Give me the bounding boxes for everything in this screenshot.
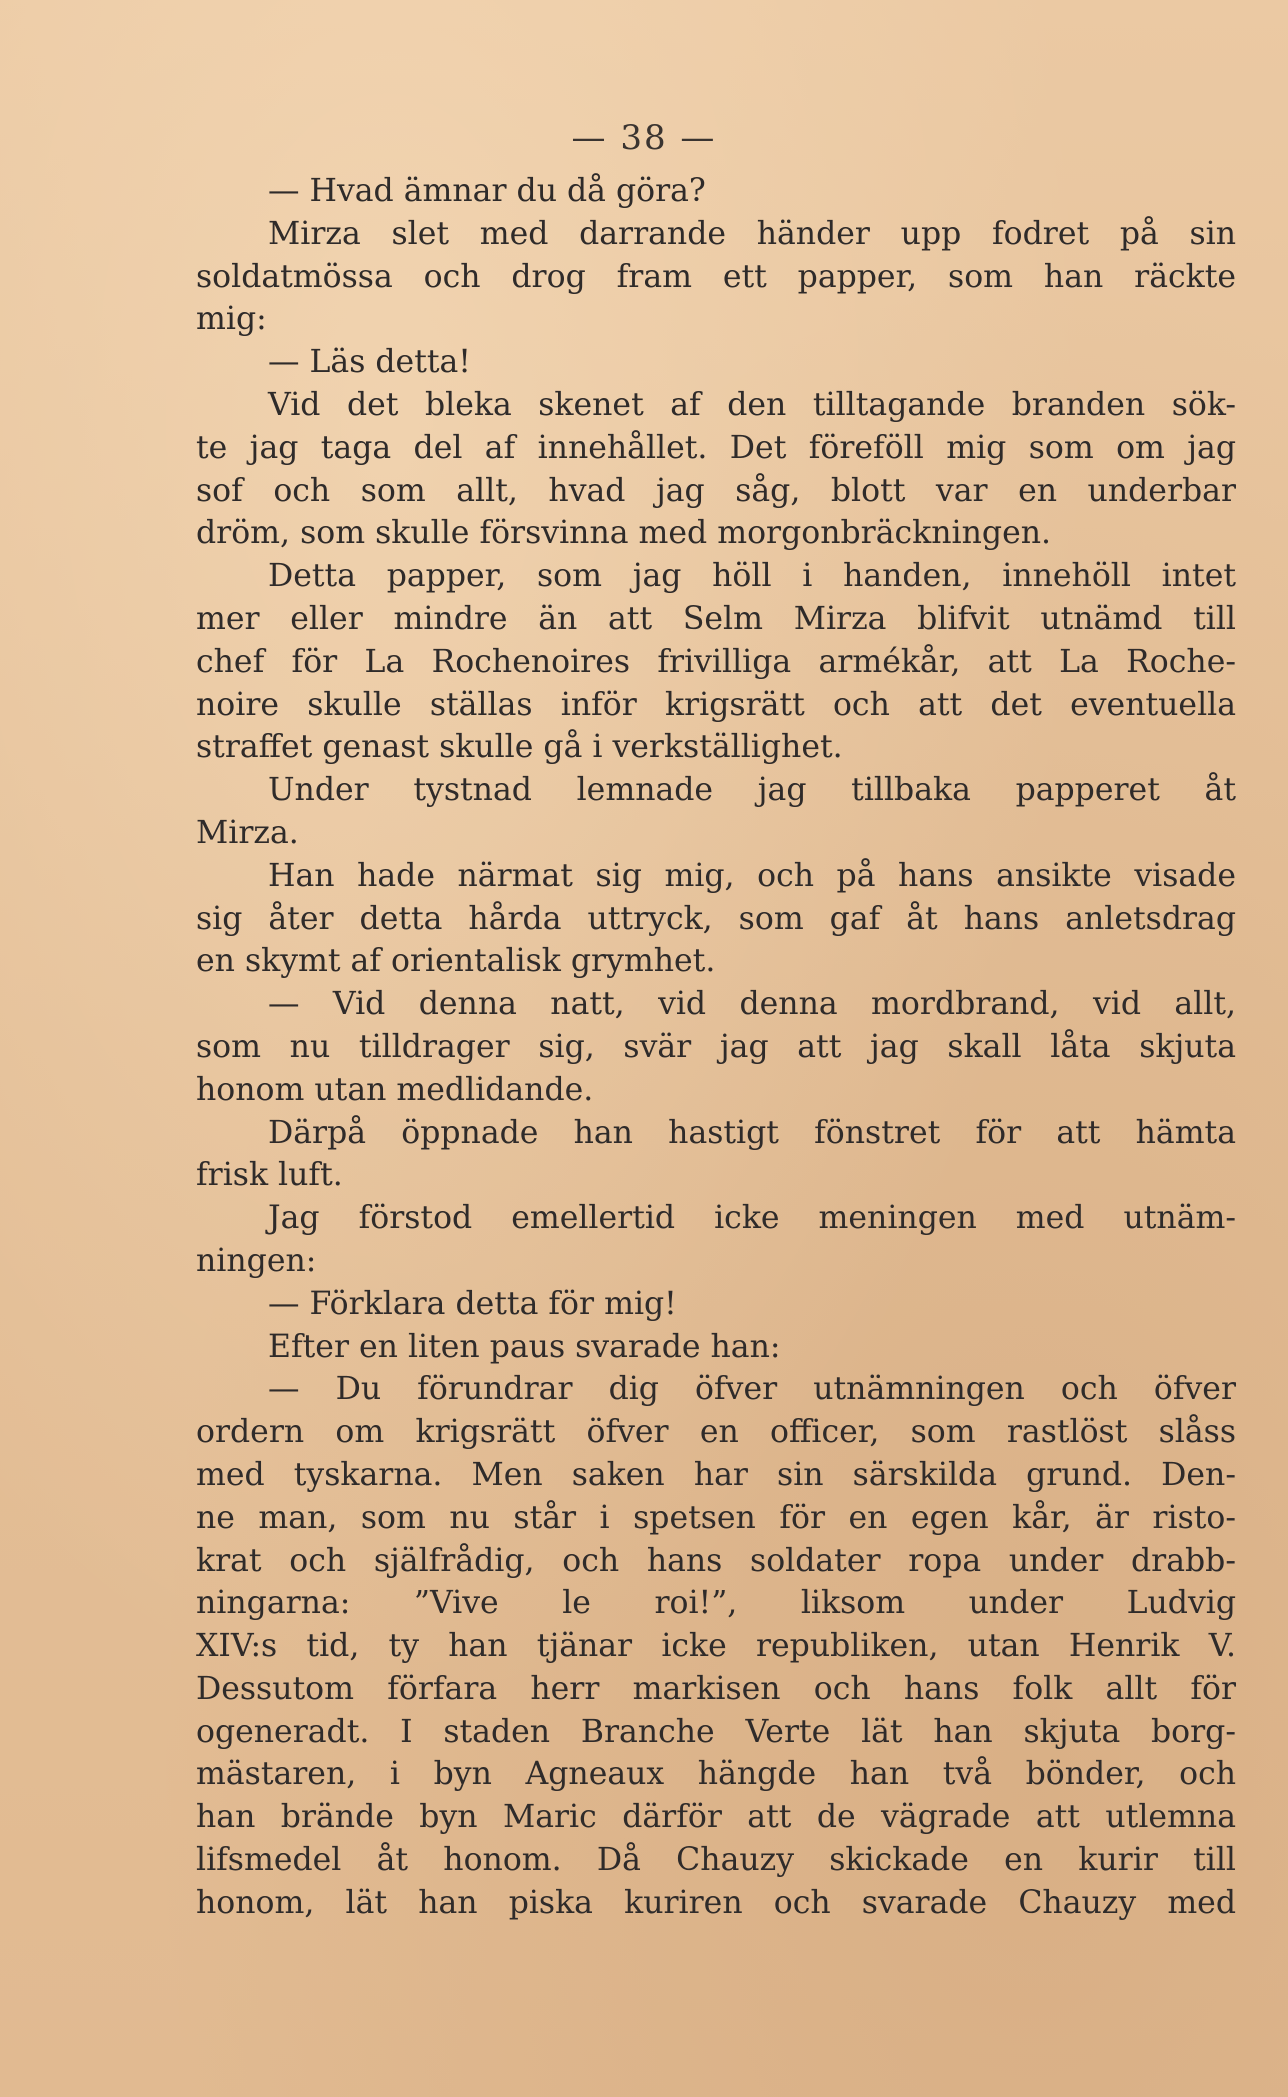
text-line: Han hade närmat sig mig, och på hans ansikte visade [268, 857, 1236, 894]
text-line: ningarna: ”Vive le roi!”, liksom under Ludvig [196, 1585, 1236, 1622]
text-line: lifsmedel åt honom. Då Chauzy skickade en kurir till [196, 1842, 1236, 1879]
text-line: ningen: [196, 1242, 317, 1279]
text-line: — Förklara detta för mig! [268, 1285, 677, 1322]
text-line: ne man, som nu står i spetsen för en egen kår, är risto- [196, 1499, 1236, 1536]
text-line: soldatmössa och drog fram ett papper, som han räckte [196, 258, 1236, 295]
text-line: Därpå öppnade han hastigt fönstret för att hämta [268, 1114, 1236, 1151]
text-line: Dessutom förfara herr markisen och hans folk allt för [196, 1670, 1236, 1707]
text-line: — Vid denna natt, vid denna mordbrand, vid allt, [268, 986, 1236, 1023]
body-text [196, 170, 1236, 1925]
text-line: en skymt af orientalisk grymhet. [196, 943, 716, 980]
text-line: honom, lät han piska kuriren och svarade Chauzy med [196, 1884, 1236, 1921]
text-line: Mirza. [196, 814, 299, 851]
text-line: Jag förstod emellertid icke meningen med utnäm- [268, 1200, 1236, 1237]
text-line: straffet genast skulle gå i verkställighet. [196, 729, 843, 766]
text-line: Vid det bleka skenet af den tilltagande branden sök- [268, 386, 1236, 423]
text-line: — Du förundrar dig öfver utnämningen och öfver [268, 1371, 1236, 1408]
text-line: Mirza slet med darrande händer upp fodret på sin [268, 215, 1236, 252]
text-line: mig: [196, 301, 267, 338]
text-line: te jag taga del af innehållet. Det föreföll mig som om jag [196, 429, 1236, 466]
text-line: dröm, som skulle försvinna med morgonbräckningen. [196, 515, 1052, 552]
text-line: honom utan medlidande. [196, 1071, 594, 1108]
text-line: chef för La Rochenoires frivilliga armékår, att La Roche- [196, 643, 1236, 680]
text-line: sig åter detta hårda uttryck, som gaf åt hans anletsdrag [196, 900, 1236, 937]
text-line: Under tystnad lemnade jag tillbaka papperet åt [268, 772, 1236, 809]
text-line: noire skulle ställas inför krigsrätt och att det eventuella [196, 686, 1236, 723]
text-line: — Läs detta! [268, 344, 471, 381]
text-line: ogeneradt. I staden Branche Verte lät han skjuta borg- [196, 1713, 1236, 1750]
page-number: — 38 — [571, 118, 717, 158]
text-line: krat och själfrådig, och hans soldater ropa under drabb- [196, 1542, 1236, 1579]
text-line: Detta papper, som jag höll i handen, innehöll intet [268, 558, 1236, 595]
text-line: som nu tilldrager sig, svär jag att jag skall låta skjuta [196, 1028, 1236, 1065]
text-line: — Hvad ämnar du då göra? [268, 173, 706, 209]
text-line: han brände byn Maric därför att de vägrade att utlemna [196, 1799, 1236, 1836]
text-line: mästaren, i byn Agneaux hängde han två bönder, och [196, 1756, 1236, 1793]
text-line: Efter en liten paus svarade han: [268, 1328, 781, 1365]
text-line: frisk luft. [196, 1157, 343, 1194]
text-line: mer eller mindre än att Selm Mirza blifvit utnämd till [196, 600, 1236, 637]
text-line: ordern om krigsrätt öfver en officer, som rastlöst slåss [196, 1414, 1236, 1451]
text-line: XIV:s tid, ty han tjänar icke republiken, utan Henrik V. [196, 1628, 1236, 1665]
text-line: sof och som allt, hvad jag såg, blott var en underbar [196, 472, 1236, 509]
text-line: med tyskarna. Men saken har sin särskilda grund. Den- [196, 1456, 1236, 1493]
